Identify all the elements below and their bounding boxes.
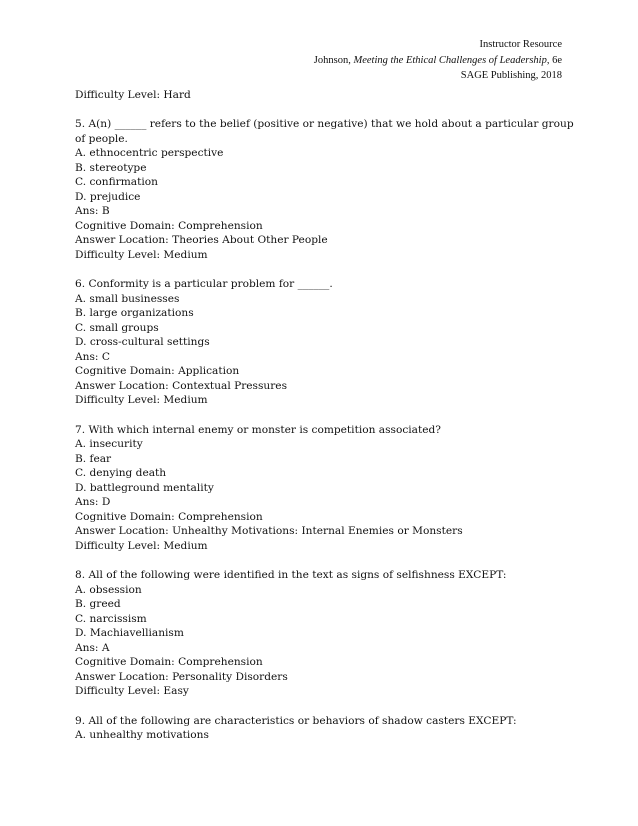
spacer	[75, 554, 575, 569]
cognitive-domain: Cognitive Domain: Comprehension	[75, 219, 263, 232]
header-resource-line: Instructor Resource	[479, 39, 562, 50]
question-block	[75, 423, 575, 554]
answer-option: C. confirmation	[75, 176, 158, 189]
answer-location: Answer Location: Contextual Pressures	[75, 379, 288, 392]
answer-option: D. prejudice	[75, 190, 141, 203]
answer-key: Ans: A	[75, 641, 110, 654]
question-block	[75, 568, 575, 699]
answer-option: A. obsession	[75, 583, 142, 596]
difficulty-level: Difficulty Level: Easy	[75, 685, 189, 698]
answer-location: Answer Location: Theories About Other People	[75, 234, 328, 247]
page-header	[314, 37, 562, 84]
header-publisher-line: SAGE Publishing, 2018	[460, 70, 562, 82]
question-stem: 5. A(n) ______ refers to the belief (positive or negative) that we hold about a particular group of people.	[75, 118, 574, 145]
question-block	[75, 714, 575, 743]
difficulty-level: Difficulty Level: Medium	[75, 539, 208, 552]
spacer	[75, 263, 575, 278]
header-edition: , 6e	[546, 54, 562, 66]
answer-option: A. ethnocentric perspective	[75, 147, 224, 160]
difficulty-level: Difficulty Level: Medium	[75, 394, 208, 407]
answer-option: C. small groups	[75, 321, 159, 334]
answer-key: Ans: C	[75, 350, 110, 363]
answer-key: Ans: B	[75, 205, 110, 218]
answer-option: B. fear	[75, 452, 112, 465]
question-stem: 9. All of the following are characteristics or behaviors of shadow casters EXCEPT:	[75, 714, 517, 727]
question-stem: 6. Conformity is a particular problem for ______.	[75, 278, 333, 291]
answer-location: Answer Location: Personality Disorders	[75, 670, 288, 683]
answer-option: D. cross-cultural settings	[75, 336, 210, 349]
cognitive-domain: Cognitive Domain: Comprehension	[75, 510, 263, 523]
answer-option: D. Machiavellianism	[75, 627, 184, 640]
header-book-title: Meeting the Ethical Challenges of Leadership	[353, 54, 547, 66]
cognitive-domain: Cognitive Domain: Comprehension	[75, 656, 263, 669]
answer-location: Answer Location: Unhealthy Motivations: Internal Enemies or Monsters	[75, 525, 463, 538]
spacer	[75, 103, 575, 118]
question-block	[75, 277, 575, 408]
question-body	[75, 88, 575, 743]
spacer	[75, 408, 575, 423]
question-stem: 8. All of the following were identified in the text as signs of selfishness EXCEPT:	[75, 569, 507, 582]
answer-option: A. insecurity	[75, 438, 143, 451]
answer-option: B. stereotype	[75, 161, 147, 174]
header-author: Johnson,	[313, 54, 354, 66]
answer-option: C. narcissism	[75, 612, 147, 625]
answer-option: D. battleground mentality	[75, 481, 214, 494]
answer-option: A. unhealthy motivations	[75, 729, 209, 742]
spacer	[75, 699, 575, 714]
answer-option: B. greed	[75, 598, 121, 611]
question-stem: 7. With which internal enemy or monster is competition associated?	[75, 423, 441, 436]
question-block	[75, 117, 575, 262]
answer-option: A. small businesses	[75, 292, 180, 305]
difficulty-level: Difficulty Level: Medium	[75, 249, 208, 262]
cognitive-domain: Cognitive Domain: Application	[75, 365, 240, 378]
answer-key: Ans: D	[75, 496, 111, 509]
header-book-line	[314, 53, 562, 69]
difficulty-level: Difficulty Level: Hard	[75, 89, 191, 101]
answer-option: C. denying death	[75, 467, 167, 480]
answer-option: B. large organizations	[75, 307, 194, 320]
